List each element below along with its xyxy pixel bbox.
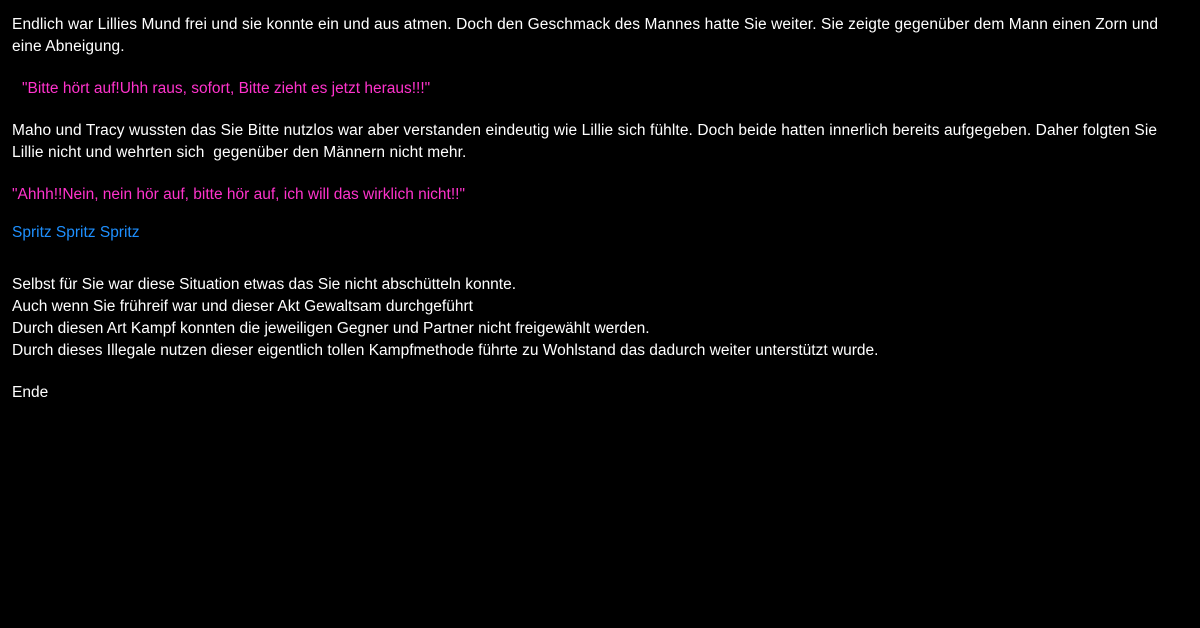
- closing-lines: [12, 274, 1188, 362]
- spacer: [12, 58, 1188, 78]
- dialog-line-2: "Ahhh!!Nein, nein hör auf, bitte hör auf, ich will das wirklich nicht!!": [12, 186, 465, 203]
- closing-line: Auch wenn Sie frühreif war und dieser Akt Gewaltsam durchgeführt: [12, 298, 473, 315]
- spacer: [12, 362, 1188, 382]
- closing-line: Selbst für Sie war diese Situation etwas das Sie nicht abschütteln konnte.: [12, 276, 517, 293]
- closing-line: Durch dieses Illegale nutzen dieser eigentlich tollen Kampfmethode führte zu Wohlstand das dadurch weiter unterstützt wurde.: [12, 342, 879, 359]
- spacer: [12, 206, 1188, 222]
- spacer: [12, 244, 1188, 264]
- dialog-line-1: "Bitte hört auf!Uhh raus, sofort, Bitte zieht es jetzt heraus!!!": [22, 80, 431, 97]
- paragraph-2: Maho und Tracy wussten das Sie Bitte nutzlos war aber verstanden eindeutig wie Lillie sich fühlte. Doch beide hatten innerlich bereits aufgegeben. Daher folgten Sie Lillie nicht und wehrten sich gegenüber den Männern nicht mehr.: [12, 122, 1162, 161]
- spacer: [12, 100, 1188, 120]
- closing-line: Durch diesen Art Kampf konnten die jeweiligen Gegner und Partner nicht freigewählt werden.: [12, 320, 650, 337]
- ending-label: Ende: [12, 384, 49, 401]
- sound-effect-line: Spritz Spritz Spritz: [12, 224, 140, 241]
- spacer: [12, 264, 1188, 274]
- spacer: [12, 164, 1188, 184]
- paragraph-1: Endlich war Lillies Mund frei und sie konnte ein und aus atmen. Doch den Geschmack des Mannes hatte Sie weiter. Sie zeigte gegenüber dem Mann einen Zorn und eine Abneigung.: [12, 16, 1163, 55]
